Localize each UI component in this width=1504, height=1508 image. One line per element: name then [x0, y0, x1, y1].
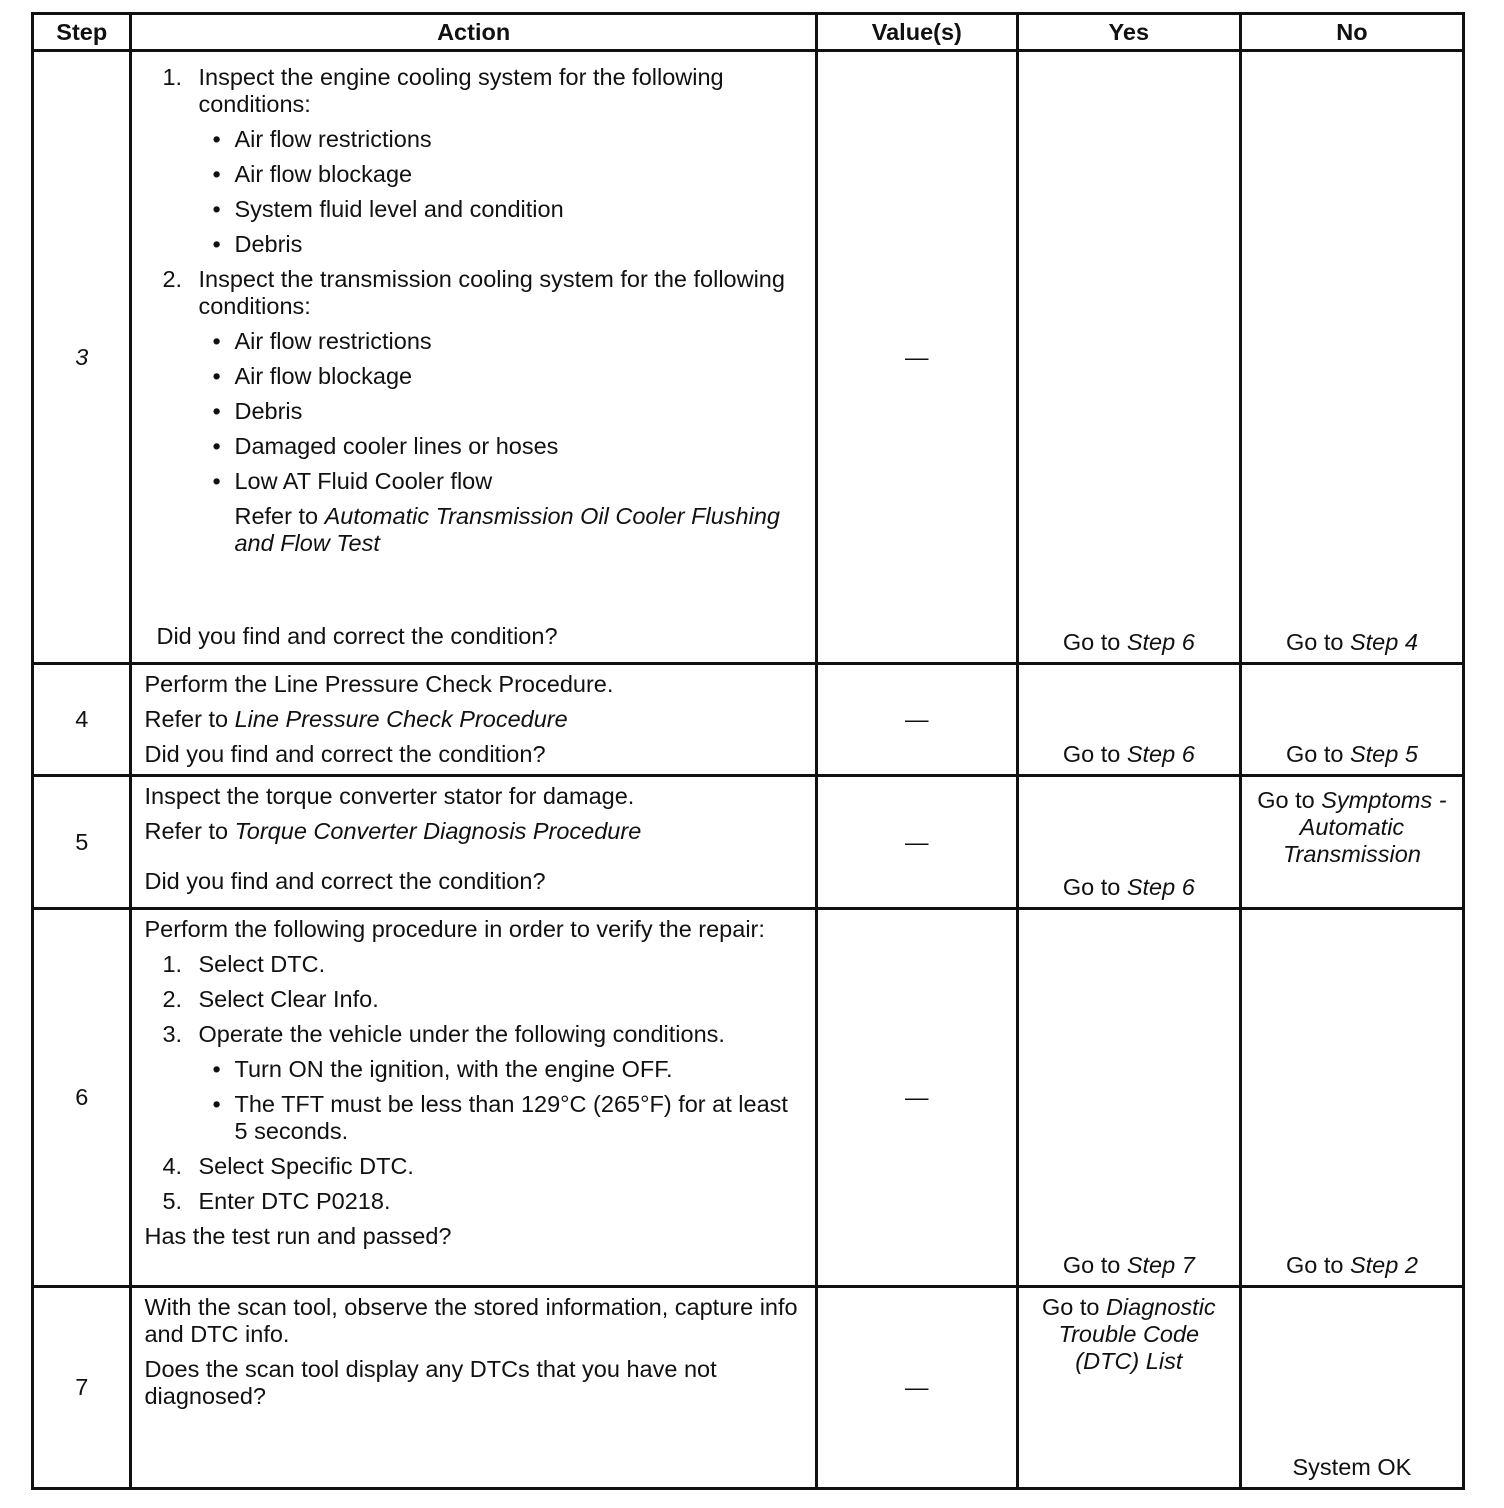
action-text: Inspect the torque converter stator for damage. — [144, 783, 635, 809]
no-link[interactable]: Step 4 — [1349, 629, 1418, 655]
refer-link[interactable]: Automatic Transmission Oil Cooler Flushing and Flow Test — [234, 503, 780, 556]
action-cell — [131, 664, 816, 776]
list-item: • Air flow blockage — [212, 161, 413, 187]
value-cell: — — [816, 776, 1017, 909]
table-row — [33, 909, 1464, 1287]
action-list — [144, 64, 804, 557]
question-text: Does the scan tool display any DTCs that you have not diagnosed? — [144, 1356, 717, 1409]
list-item: 1. Inspect the engine cooling system for the following conditions: • Air flow restrictions • Air flow blockage • System fluid level and condition • Debris — [144, 64, 804, 258]
list-item: • Damaged cooler lines or hoses — [212, 433, 559, 459]
list-item: 2. Inspect the transmission cooling system for the following conditions: • Air flow restrictions • Air flow blockage • Debris • Damaged cooler lines or hoses • Low AT Fluid Cooler flow Refer to Automatic Transmission Oil Cooler Flushing and Flow Test — [144, 266, 804, 557]
table-row — [33, 1287, 1464, 1489]
no-cell: Go to Step 2 — [1240, 909, 1463, 1287]
yes-link[interactable]: Step 6 — [1126, 874, 1195, 900]
header-no: No — [1240, 14, 1463, 51]
no-link[interactable]: Step 5 — [1349, 741, 1418, 767]
action-cell — [131, 1287, 816, 1489]
header-yes: Yes — [1017, 14, 1240, 51]
yes-cell: Go to Step 6 — [1017, 51, 1240, 664]
step-number: 5 — [33, 776, 131, 909]
value-cell: — — [816, 909, 1017, 1287]
yes-cell: Go to Step 7 — [1017, 909, 1240, 1287]
question-text: Has the test run and passed? — [144, 1223, 452, 1249]
header-step: Step — [33, 14, 131, 51]
list-item: • System fluid level and condition — [212, 196, 564, 222]
refer-text: Refer to Torque Converter Diagnosis Procedure — [144, 818, 642, 844]
question-text: Did you find and correct the condition? — [144, 741, 546, 767]
value-cell: — — [816, 51, 1017, 664]
action-cell — [131, 51, 816, 664]
table-row — [33, 776, 1464, 909]
yes-link[interactable]: Step 7 — [1126, 1252, 1195, 1278]
list-item: • Debris — [212, 398, 303, 424]
table-row — [33, 51, 1464, 664]
no-cell: Go to Symptoms - Automatic Transmission — [1240, 776, 1463, 909]
action-text: With the scan tool, observe the stored information, capture info and DTC info. — [144, 1294, 798, 1347]
table-row — [33, 664, 1464, 776]
bullet-list — [198, 1056, 804, 1145]
header-row — [33, 14, 1464, 51]
action-cell — [131, 909, 816, 1287]
action-text: Perform the following procedure in order to verify the repair: — [144, 916, 765, 942]
no-cell: Go to Step 5 — [1240, 664, 1463, 776]
refer-text: Refer to Line Pressure Check Procedure — [144, 706, 568, 732]
no-cell: Go to Step 4 — [1240, 51, 1463, 664]
diagnostic-table — [31, 12, 1465, 1490]
list-item: 5. Enter DTC P0218. — [162, 1188, 391, 1214]
list-item: • Low AT Fluid Cooler flow — [212, 468, 493, 494]
list-item: 1. Select DTC. — [162, 951, 326, 977]
value-cell: — — [816, 664, 1017, 776]
no-cell: System OK — [1240, 1287, 1463, 1489]
step-number: 4 — [33, 664, 131, 776]
yes-link[interactable]: Step 6 — [1126, 741, 1195, 767]
list-item: • Turn ON the ignition, with the engine OFF. — [212, 1056, 673, 1082]
step-number: 3 — [33, 51, 131, 664]
refer-text: Refer to Automatic Transmission Oil Cooler Flushing and Flow Test — [234, 503, 780, 556]
yes-link[interactable]: Diagnostic Trouble Code (DTC) List — [1058, 1294, 1216, 1374]
step-number: 6 — [33, 909, 131, 1287]
list-item: • The TFT must be less than 129°C (265°F) for at least 5 seconds. — [212, 1091, 788, 1144]
refer-link[interactable]: Torque Converter Diagnosis Procedure — [234, 818, 642, 844]
question-text: Did you find and correct the condition? — [156, 623, 558, 649]
list-item: 3. Operate the vehicle under the following conditions. • Turn ON the ignition, with the engine OFF. • The TFT must be less than 129°C (265°F) for at least 5 seconds. — [144, 1021, 804, 1145]
no-link[interactable]: Step 2 — [1349, 1252, 1418, 1278]
header-values: Value(s) — [816, 14, 1017, 51]
no-link[interactable]: Symptoms - Automatic Transmission — [1282, 787, 1447, 867]
action-list — [144, 951, 804, 1215]
list-item: • Air flow restrictions — [212, 328, 432, 354]
bullet-list — [198, 126, 804, 258]
action-text: Perform the Line Pressure Check Procedure. — [144, 671, 614, 697]
list-item: 4. Select Specific DTC. — [162, 1153, 414, 1179]
header-action: Action — [131, 14, 816, 51]
yes-cell: Go to Step 6 — [1017, 664, 1240, 776]
value-cell: — — [816, 1287, 1017, 1489]
list-item: • Debris — [212, 231, 303, 257]
list-item: • Air flow restrictions — [212, 126, 432, 152]
yes-link[interactable]: Step 6 — [1126, 629, 1195, 655]
list-item: • Air flow blockage — [212, 363, 413, 389]
step-number: 7 — [33, 1287, 131, 1489]
action-cell — [131, 776, 816, 909]
list-item: 2. Select Clear Info. — [162, 986, 379, 1012]
yes-cell: Go to Diagnostic Trouble Code (DTC) List — [1017, 1287, 1240, 1489]
question-text: Did you find and correct the condition? — [144, 868, 546, 894]
refer-link[interactable]: Line Pressure Check Procedure — [234, 706, 568, 732]
bullet-list — [198, 328, 804, 495]
yes-cell: Go to Step 6 — [1017, 776, 1240, 909]
